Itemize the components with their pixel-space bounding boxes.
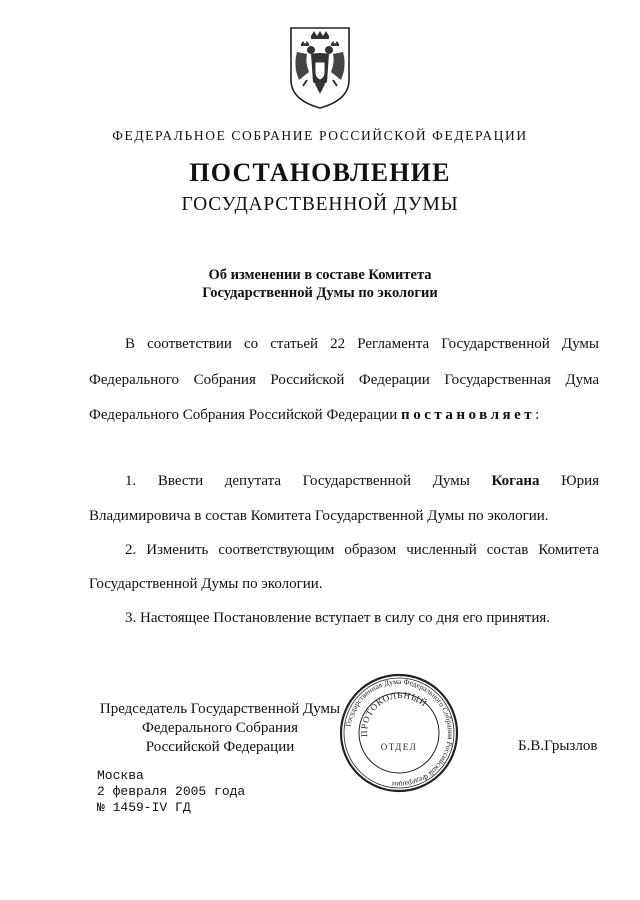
list-item-line (125, 610, 599, 627)
place-date-block (97, 768, 245, 816)
document-number: № 1459-IV ГД (97, 800, 191, 815)
date: 2 февраля 2005 года (97, 784, 246, 799)
subject-line: Государственной Думы по экологии (202, 285, 438, 301)
subject-line: Об изменении в составе Комитета (208, 267, 432, 283)
item-text: Юрия (561, 473, 600, 489)
deputy-surname: Когана (491, 473, 540, 489)
list-item-line (125, 473, 599, 490)
preamble-colon: : (535, 407, 540, 423)
coat-of-arms-emblem (285, 22, 355, 112)
item-number: 2. (125, 542, 137, 558)
item-text: Ввести депутата Государственной Думы (157, 473, 470, 489)
place: Москва (97, 768, 144, 783)
signatory-title-line: Российской Федерации (145, 739, 295, 755)
document-subject (0, 266, 640, 302)
signer-name: Б.В.Грызлов (518, 738, 598, 754)
seal-center-text: ОТДЕЛ (380, 742, 418, 752)
resolution-verb: постановляет (401, 407, 536, 423)
item-text: Изменить соответствующим образом численный состав Комитета (146, 542, 599, 558)
preamble-line: В соответствии со статьей 22 Регламента Государственной Думы (125, 336, 599, 352)
list-item-line (125, 542, 599, 559)
seal-outer-text: Государственная Дума Федерального Собрания Российской Федерации (343, 676, 456, 790)
item-text: Настоящее Постановление вступает в силу со дня его принятия. (140, 610, 551, 626)
item-number: 1. (125, 473, 137, 489)
preamble-line (89, 407, 599, 424)
preamble-text: Федерального Собрания Российской Федерации (89, 407, 398, 423)
list-item-line: Владимировича в состав Комитета Государственной Думы по экологии. (89, 508, 549, 524)
signatory-title-line: Федерального Собрания (141, 720, 299, 736)
item-number: 3. (125, 610, 137, 626)
org-name: ФЕДЕРАЛЬНОЕ СОБРАНИЕ РОССИЙСКОЙ ФЕДЕРАЦИИ (112, 128, 528, 143)
signatory-title (70, 700, 370, 757)
preamble-line: Федерального Собрания Российской Федерации Государственная Дума (89, 372, 599, 388)
signatory-title-line: Председатель Государственной Думы (99, 701, 341, 717)
official-seal-stamp (338, 672, 460, 794)
document-type-title: ПОСТАНОВЛЕНИЕ (189, 158, 451, 187)
issuer-title: ГОСУДАРСТВЕННОЙ ДУМЫ (181, 194, 459, 215)
seal-inner-text: ПРОТОКОЛЬНЫЙ (358, 689, 430, 738)
list-item-line: Государственной Думы по экологии. (89, 576, 323, 592)
